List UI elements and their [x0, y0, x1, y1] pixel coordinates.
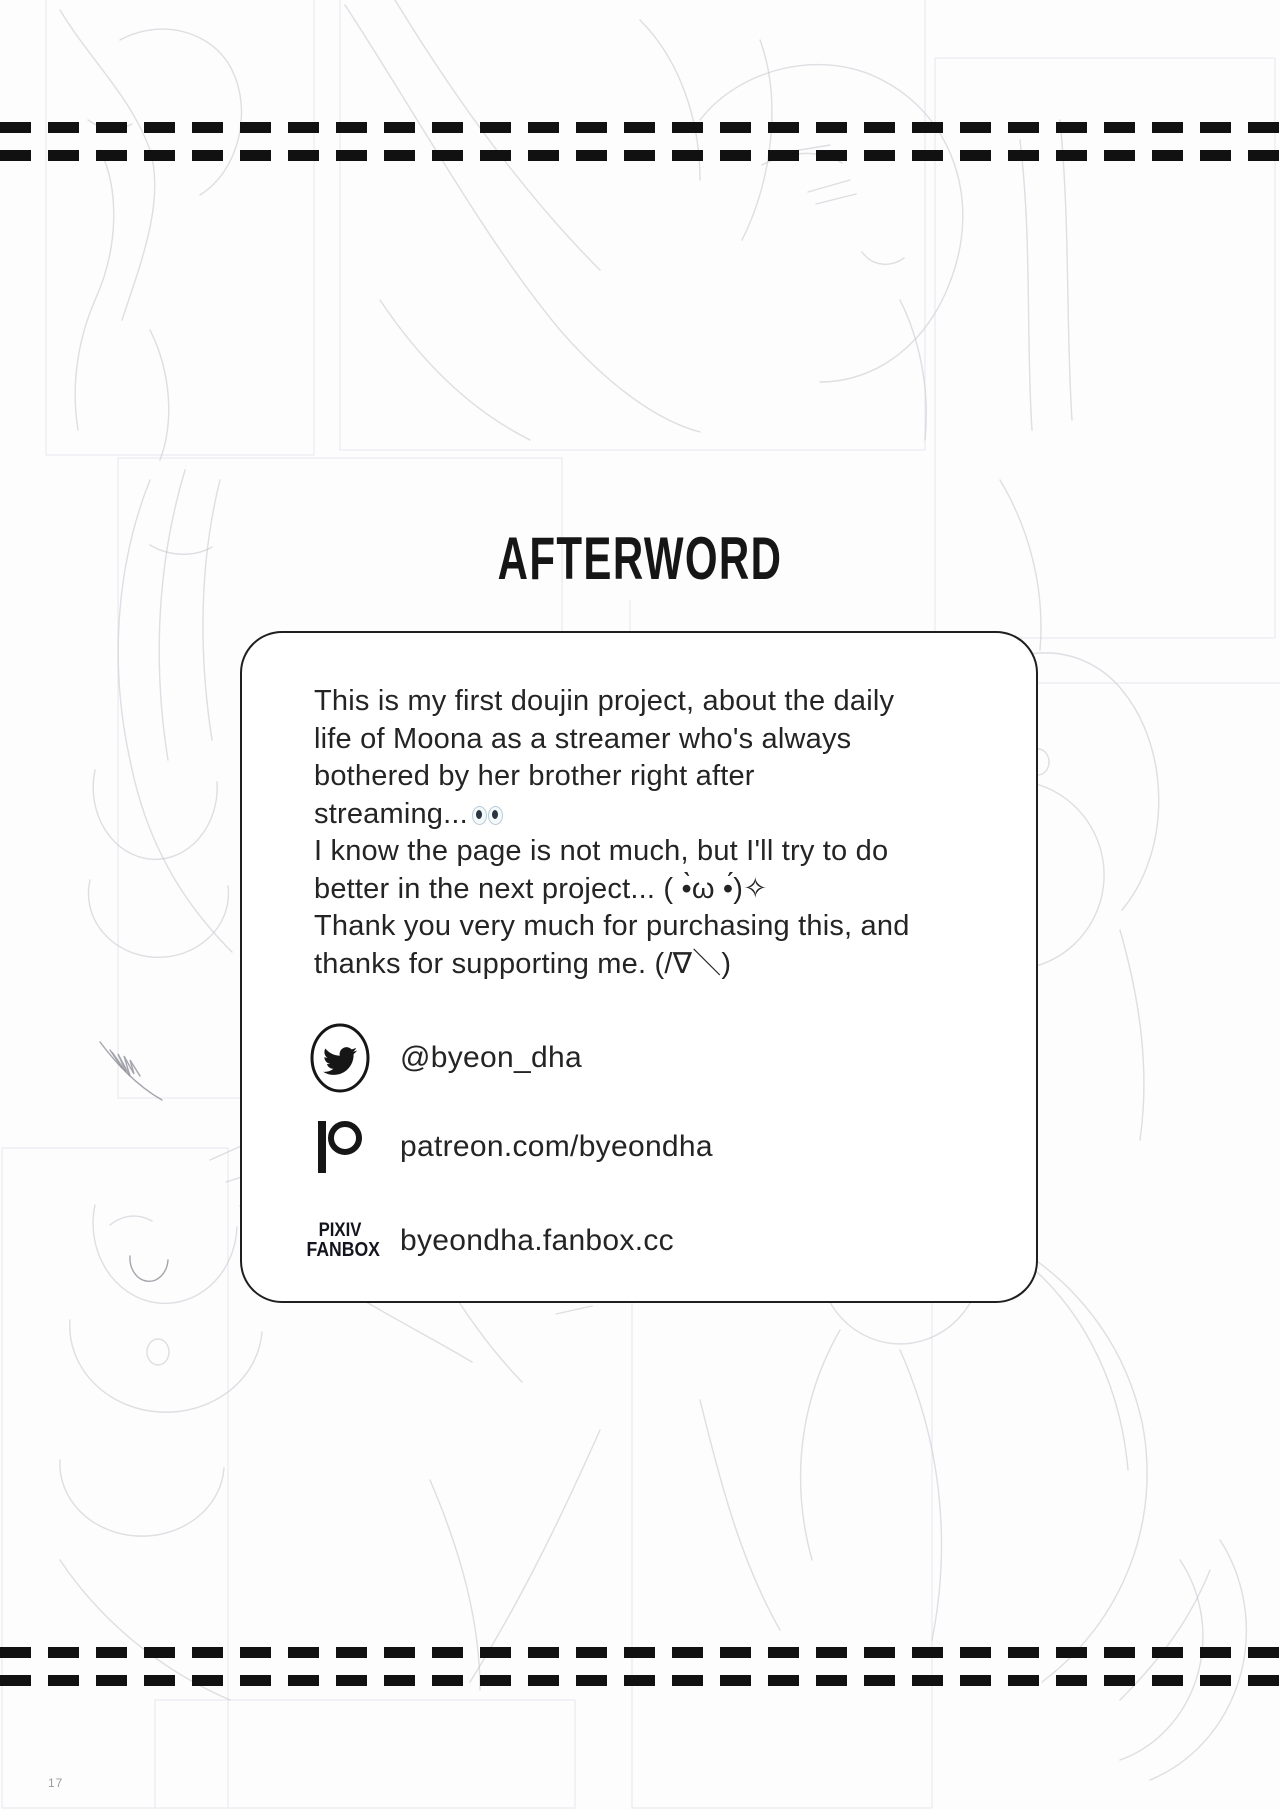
eyes-emoji-icon — [472, 806, 503, 825]
top-dashed-rule-2 — [0, 150, 1280, 161]
page-number: 17 — [48, 1776, 64, 1790]
afterword-line — [314, 796, 1014, 834]
afterword-line: better in the next project... ( •̀ω •́)✧ — [314, 872, 768, 905]
afterword-line-text: streaming... — [314, 797, 468, 830]
social-row-patreon — [302, 1117, 713, 1177]
afterword-line: Thank you very much for purchasing this, and — [314, 910, 910, 942]
afterword-line: I know the page is not much, but I'll try to do — [314, 835, 889, 867]
fanbox-logo-line-2: FANBOX — [306, 1239, 380, 1262]
social-row-pixiv-fanbox — [302, 1201, 674, 1281]
fanbox-logo-line-1: PIXIV — [318, 1220, 362, 1242]
bottom-dashed-rule-1 — [0, 1647, 1280, 1658]
afterword-line: This is my first doujin project, about the daily — [314, 685, 895, 717]
page-title: AFTERWORD — [497, 525, 783, 592]
social-row-twitter — [302, 1021, 582, 1095]
top-dashed-rule-1 — [0, 122, 1280, 133]
bottom-dashed-rule-2 — [0, 1675, 1280, 1686]
twitter-handle: @byeon_dha — [400, 1041, 582, 1074]
patreon-icon — [302, 1119, 378, 1175]
afterword-line: life of Moona as a streamer who's always — [314, 722, 852, 755]
afterword-line: bothered by her brother right after — [314, 760, 755, 792]
afterword-box — [240, 631, 1038, 1303]
twitter-icon — [302, 1022, 378, 1094]
afterword-line: thanks for supporting me. (/∇＼) — [314, 947, 732, 980]
pixiv-fanbox-logo — [302, 1221, 378, 1261]
pixiv-fanbox-logo-text — [306, 1220, 380, 1262]
patreon-url: patreon.com/byeondha — [400, 1130, 713, 1163]
fanbox-url: byeondha.fanbox.cc — [400, 1224, 674, 1257]
afterword-paragraph — [314, 683, 1014, 983]
